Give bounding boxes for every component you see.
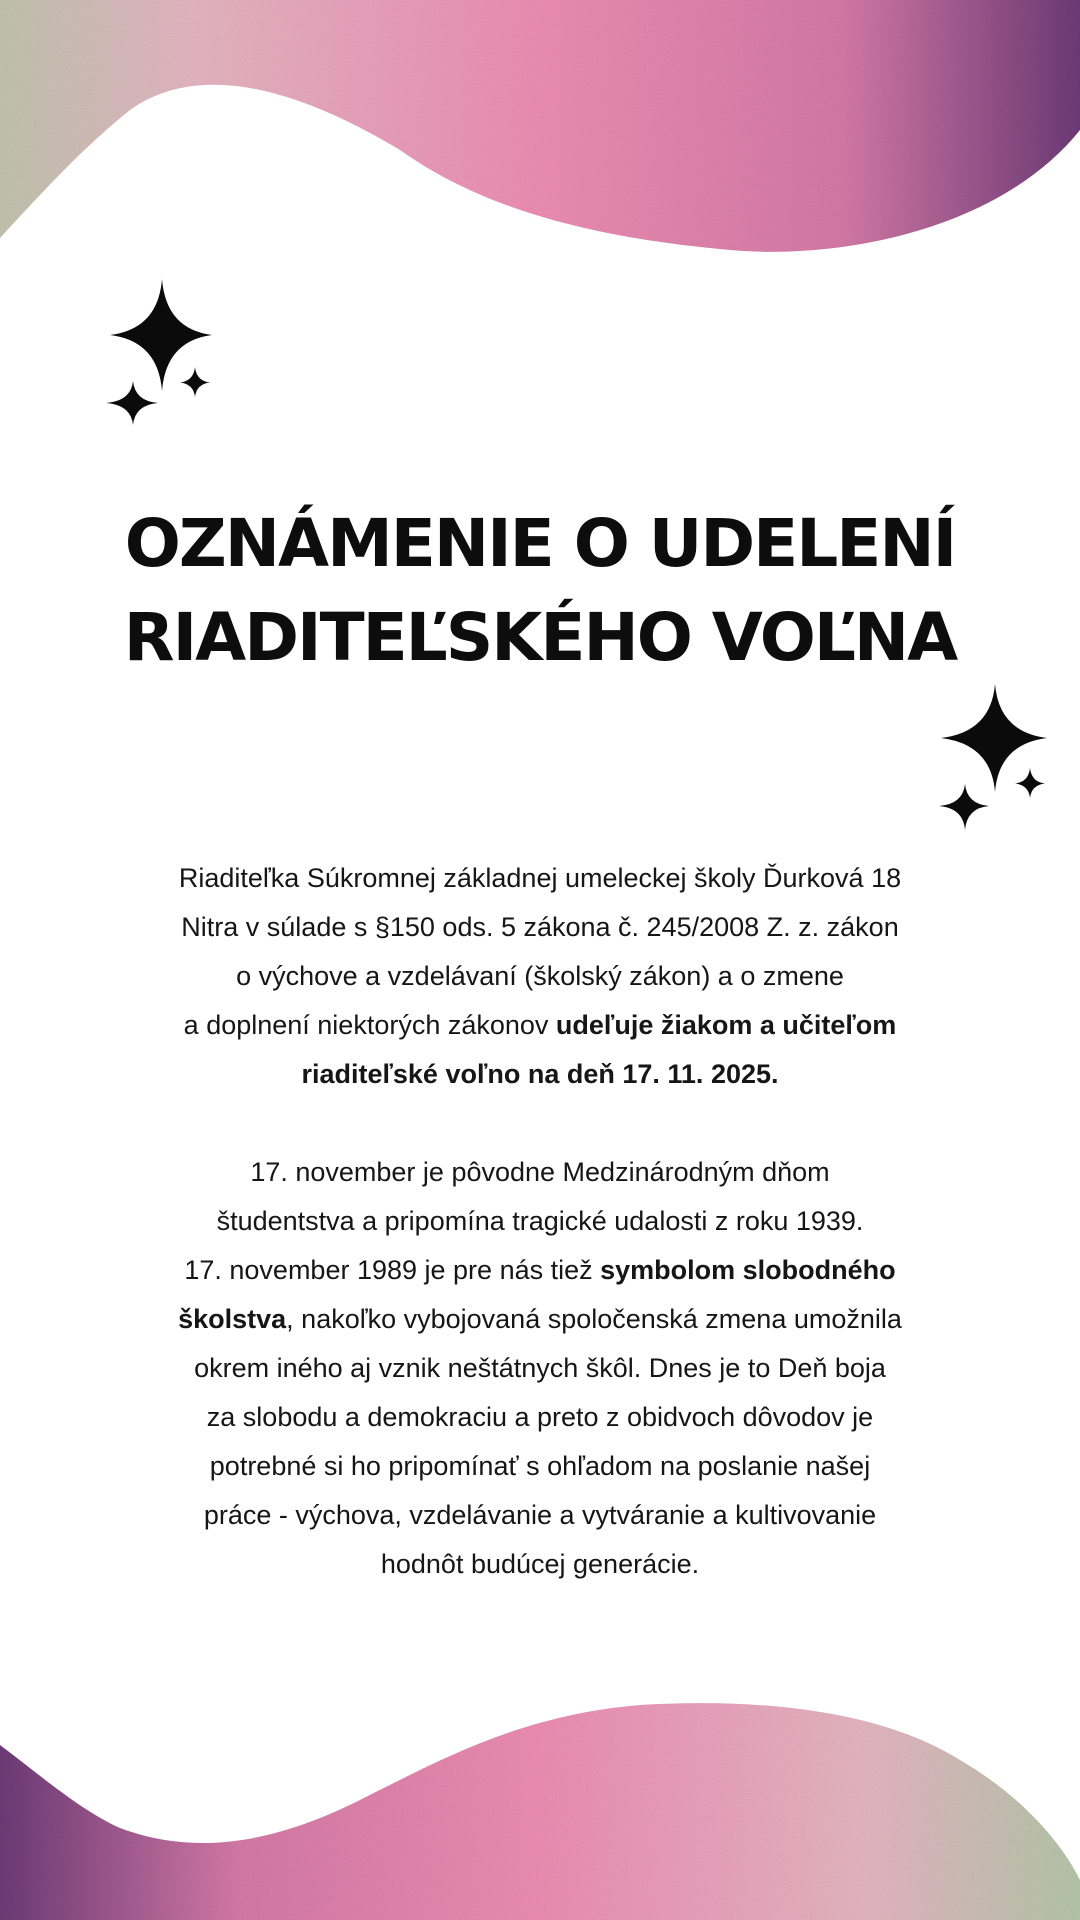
bold-text-fragment: udeľuje žiakom a učiteľom [555, 1010, 897, 1040]
text-line [90, 1050, 990, 1099]
sparkle-icon-top-left [100, 275, 230, 430]
text-line [90, 1295, 990, 1344]
text-line: Nitra v súlade s §150 ods. 5 zákona č. 245/2008 Z. z. zákon [181, 912, 899, 942]
bold-text-fragment: symbolom slobodného [600, 1255, 896, 1285]
history-paragraph [90, 1148, 990, 1589]
text-line: študentstva a pripomína tragické udalosti z roku 1939. [216, 1206, 864, 1236]
text-fragment: a doplnení niektorých zákonov [183, 1010, 556, 1040]
text-line: za slobodu a demokraciu a preto z obidvoch dôvodov je [206, 1402, 874, 1432]
text-line: okrem iného aj vznik neštátnych škôl. Dnes je to Deň boja [194, 1353, 886, 1383]
bottom-gradient-wave [0, 1690, 1080, 1920]
text-line: Riaditeľka Súkromnej základnej umeleckej školy Ďurková 18 [178, 863, 902, 893]
page-title [0, 497, 1080, 685]
title-line-1: OZNÁMENIE O UDELENÍ [124, 505, 956, 582]
top-gradient-wave [0, 0, 1080, 260]
text-line: potrebné si ho pripomínať s ohľadom na poslanie našej [209, 1451, 871, 1481]
text-fragment: 17. november 1989 je pre nás tiež [184, 1255, 601, 1285]
text-line: o výchove a vzdelávaní (školský zákon) a o zmene [236, 961, 844, 991]
sparkle-icon-right [935, 680, 1060, 835]
announcement-paragraph [90, 854, 990, 1099]
text-line: 17. november je pôvodne Medzinárodným dňom [250, 1157, 830, 1187]
text-line: hodnôt budúcej generácie. [380, 1549, 700, 1579]
text-line [90, 1001, 990, 1050]
text-line [90, 1246, 990, 1295]
title-line-2: RIADITEĽSKÉHO VOĽNA [123, 599, 957, 676]
bold-text-fragment: školstva [178, 1304, 287, 1334]
text-line: práce - výchova, vzdelávanie a vytváranie a kultivovanie [203, 1500, 877, 1530]
text-fragment: , nakoľko vybojovaná spoločenská zmena umožnila [286, 1304, 902, 1334]
bold-text-fragment: riaditeľské voľno na deň 17. 11. 2025. [301, 1059, 779, 1089]
